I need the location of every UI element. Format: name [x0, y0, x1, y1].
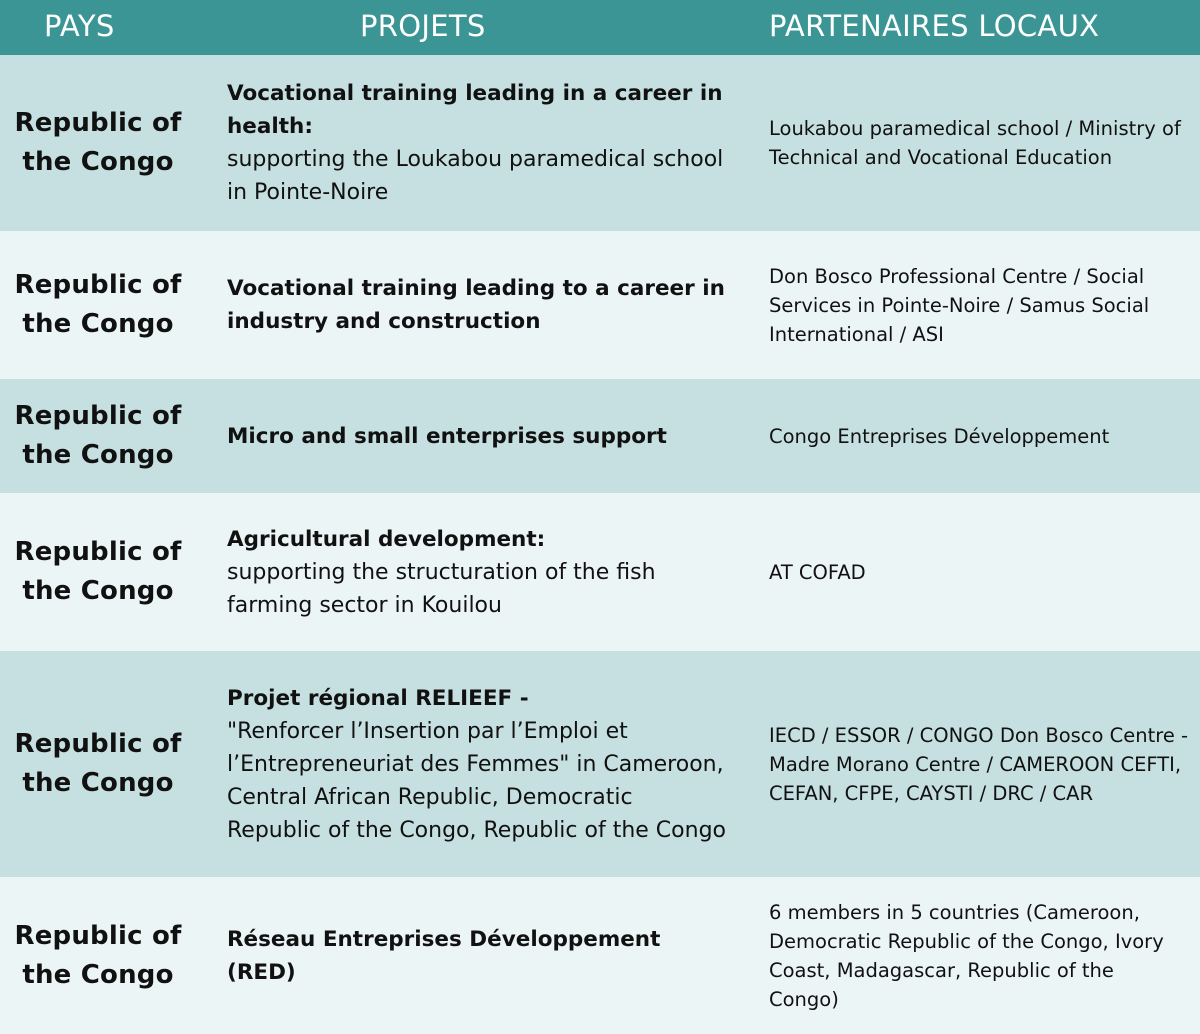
table-row: [0, 877, 1200, 1034]
project-cell: [227, 651, 727, 877]
project-cell: [227, 55, 727, 231]
country-text: Republic of the Congo: [14, 270, 182, 339]
project-title: Micro and small enterprises support: [227, 423, 667, 449]
country-text: Republic of the Congo: [14, 729, 182, 798]
project-title: Agricultural development:: [227, 526, 546, 552]
country-text: Republic of the Congo: [14, 108, 182, 177]
country-cell: [0, 651, 196, 877]
project-description: supporting the Loukabou paramedical school in Pointe-Noire: [227, 147, 724, 205]
project-cell: [227, 231, 727, 379]
partners-text: AT COFAD: [769, 560, 866, 584]
country-text: Republic of the Congo: [14, 920, 182, 990]
project-cell: [227, 379, 727, 493]
project-cell: [227, 493, 727, 651]
project-title: Vocational training leading in a career in health:: [227, 81, 723, 139]
project-cell: [227, 877, 727, 1034]
table-header: [0, 0, 1200, 55]
project-description: "Renforcer l’Insertion par l’Emploi et l’Entrepreneuriat des Femmes" in Cameroon, Central African Republic, Democratic Republic of the Congo, Republic of the Congo: [227, 718, 726, 843]
country-text: Republic of the Congo: [14, 537, 182, 606]
country-cell: [0, 877, 196, 1034]
partners-cell: [769, 231, 1189, 379]
table-row: [0, 55, 1200, 231]
project-title: Projet régional RELIEEF -: [227, 685, 529, 711]
partners-text: 6 members in 5 countries (Cameroon, Democratic Republic of the Congo, Ivory Coast, Madagascar, Republic of the Congo): [769, 900, 1164, 1011]
partners-cell: [769, 651, 1189, 877]
project-title: Vocational training leading to a career in industry and construction: [227, 276, 725, 334]
header-projets: PROJETS: [360, 9, 486, 43]
partners-text: Congo Entreprises Développement: [769, 424, 1110, 448]
partners-text: IECD / ESSOR / CONGO Don Bosco Centre - Madre Morano Centre / CAMEROON CEFTI, CEFAN, CFPE, CAYSTI / DRC / CAR: [769, 723, 1189, 805]
partners-text: Don Bosco Professional Centre / Social Services in Pointe-Noire / Samus Social International / ASI: [769, 264, 1150, 346]
partners-cell: [769, 379, 1189, 493]
partners-cell: [769, 493, 1189, 651]
table-row: [0, 379, 1200, 493]
country-text: Republic of the Congo: [14, 401, 182, 470]
project-title: Réseau Entreprises Développement (RED): [227, 926, 661, 985]
project-description: supporting the structuration of the fish farming sector in Kouilou: [227, 559, 656, 618]
country-cell: [0, 55, 196, 231]
country-cell: [0, 379, 196, 493]
partners-text: Loukabou paramedical school / Ministry of Technical and Vocational Education: [769, 117, 1181, 169]
header-partenaires: PARTENAIRES LOCAUX: [769, 9, 1100, 43]
header-pays: PAYS: [44, 9, 115, 43]
partners-cell: [769, 55, 1189, 231]
country-cell: [0, 493, 196, 651]
table-row: [0, 231, 1200, 379]
partners-cell: [769, 877, 1189, 1034]
table-row: [0, 651, 1200, 877]
country-cell: [0, 231, 196, 379]
table-row: [0, 493, 1200, 651]
